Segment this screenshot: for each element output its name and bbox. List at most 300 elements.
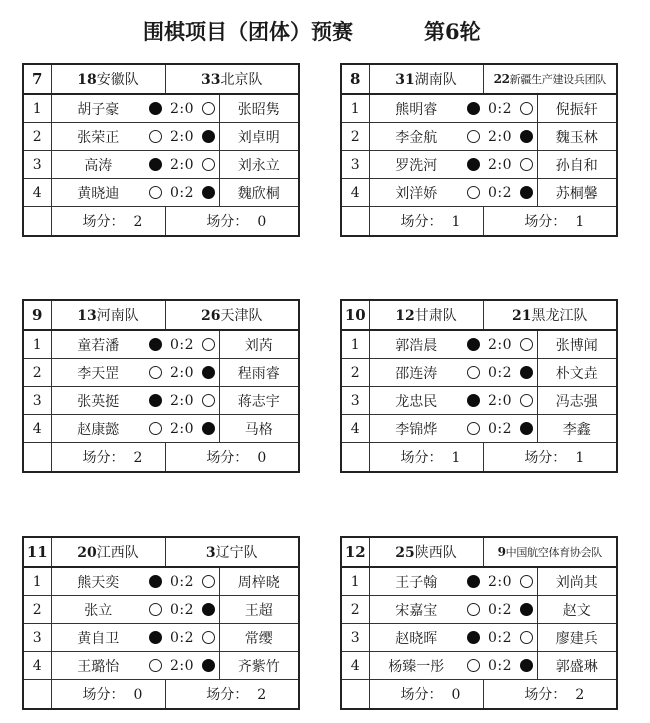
- player1-name: 黄晓迪: [51, 179, 145, 207]
- match-header-row: [23, 537, 299, 567]
- team1-seed: 25: [395, 545, 415, 561]
- team2-points-value: 2: [575, 687, 585, 703]
- team1-points: [369, 207, 483, 237]
- board-score: 2:0: [165, 415, 199, 443]
- player1-stone: [145, 94, 165, 123]
- player1-name: 赵康懿: [51, 415, 145, 443]
- points-label: 场分：: [206, 214, 249, 230]
- team2-points-value: 1: [575, 450, 585, 466]
- board-row: [341, 652, 617, 680]
- team2-points: [165, 207, 299, 237]
- points-label: 场分：: [400, 687, 443, 703]
- player2-name: 魏欣桐: [219, 179, 299, 207]
- team2-name: 新疆生产建设兵团队: [509, 73, 606, 86]
- board-score: 2:0: [483, 387, 517, 415]
- board-number: 2: [23, 123, 51, 151]
- white-stone-icon: [202, 158, 215, 171]
- team2-points-value: 0: [257, 450, 267, 466]
- white-stone-icon: [520, 338, 533, 351]
- white-stone-icon: [467, 186, 480, 199]
- board-row: [23, 652, 299, 680]
- blank-cell: [341, 443, 369, 473]
- player2-name: 齐紫竹: [219, 652, 299, 680]
- player1-stone: [463, 123, 483, 151]
- board-row: [23, 596, 299, 624]
- white-stone-icon: [467, 366, 480, 379]
- player2-stone: [517, 123, 537, 151]
- points-label: 场分：: [82, 214, 125, 230]
- player2-name: 魏玉林: [537, 123, 617, 151]
- team1: [51, 300, 165, 330]
- team2-seed: 3: [205, 545, 216, 561]
- board-number: 3: [341, 624, 369, 652]
- player1-name: 熊天奕: [51, 567, 145, 596]
- player2-stone: [199, 624, 219, 652]
- black-stone-icon: [520, 422, 533, 435]
- player1-stone: [145, 652, 165, 680]
- player1-name: 胡子豪: [51, 94, 145, 123]
- board-score: 0:2: [165, 179, 199, 207]
- team1-name: 安徽队: [96, 72, 139, 88]
- board-row: [23, 624, 299, 652]
- team2-seed: 33: [201, 72, 221, 88]
- board-score: 2:0: [165, 94, 199, 123]
- player1-stone: [145, 624, 165, 652]
- team1-seed: 13: [77, 308, 97, 324]
- player1-name: 王璐怡: [51, 652, 145, 680]
- match-points-row: [23, 680, 299, 710]
- match-header-row: [341, 300, 617, 330]
- team2-seed: 26: [201, 308, 221, 324]
- team2-name: 黑龙江队: [531, 308, 588, 324]
- player1-stone: [145, 179, 165, 207]
- player1-stone: [463, 652, 483, 680]
- black-stone-icon: [202, 659, 215, 672]
- player1-name: 宋嘉宝: [369, 596, 463, 624]
- board-score: 0:2: [165, 567, 199, 596]
- black-stone-icon: [202, 130, 215, 143]
- black-stone-icon: [202, 422, 215, 435]
- board-number: 3: [341, 151, 369, 179]
- player1-stone: [145, 387, 165, 415]
- team1-name: 甘肃队: [414, 308, 457, 324]
- player2-stone: [199, 567, 219, 596]
- team1-seed: 20: [77, 545, 97, 561]
- player1-stone: [145, 359, 165, 387]
- black-stone-icon: [467, 631, 480, 644]
- white-stone-icon: [520, 102, 533, 115]
- team1-points: [369, 680, 483, 710]
- player1-stone: [145, 330, 165, 359]
- black-stone-icon: [520, 603, 533, 616]
- player2-name: 李鑫: [537, 415, 617, 443]
- points-label: 场分：: [206, 450, 249, 466]
- player1-stone: [463, 359, 483, 387]
- player1-name: 张荣正: [51, 123, 145, 151]
- player2-stone: [517, 415, 537, 443]
- team1-points: [51, 680, 165, 710]
- board-number: 3: [23, 624, 51, 652]
- player2-name: 张昭隽: [219, 94, 299, 123]
- team2-points-value: 2: [257, 687, 267, 703]
- white-stone-icon: [520, 158, 533, 171]
- player1-name: 张英挺: [51, 387, 145, 415]
- black-stone-icon: [149, 102, 162, 115]
- white-stone-icon: [467, 422, 480, 435]
- match-table: [340, 299, 618, 473]
- board-number: 3: [23, 151, 51, 179]
- player2-name: 刘尚其: [537, 567, 617, 596]
- match-points-row: [341, 207, 617, 237]
- board-number: 3: [23, 387, 51, 415]
- player2-name: 马格: [219, 415, 299, 443]
- player2-name: 郭盛琳: [537, 652, 617, 680]
- black-stone-icon: [467, 338, 480, 351]
- board-score: 0:2: [483, 359, 517, 387]
- player1-stone: [145, 151, 165, 179]
- board-row: [341, 179, 617, 207]
- team2: [483, 537, 617, 567]
- player2-stone: [517, 387, 537, 415]
- team2-name: 辽宁队: [215, 545, 258, 561]
- player2-name: 王超: [219, 596, 299, 624]
- match-points-row: [23, 207, 299, 237]
- board-score: 0:2: [483, 624, 517, 652]
- match-header-row: [23, 300, 299, 330]
- board-row: [23, 387, 299, 415]
- player1-name: 高涛: [51, 151, 145, 179]
- black-stone-icon: [520, 186, 533, 199]
- match-points-row: [341, 680, 617, 710]
- match-number: 9: [23, 300, 51, 330]
- player2-name: 常缨: [219, 624, 299, 652]
- team1: [369, 537, 483, 567]
- board-row: [23, 179, 299, 207]
- board-number: 1: [341, 94, 369, 123]
- player2-name: 赵文: [537, 596, 617, 624]
- black-stone-icon: [149, 158, 162, 171]
- player2-stone: [199, 652, 219, 680]
- blank-cell: [23, 443, 51, 473]
- team1-points-value: 1: [451, 214, 461, 230]
- player2-stone: [517, 179, 537, 207]
- match-table: [22, 63, 300, 237]
- board-score: 0:2: [165, 330, 199, 359]
- player2-name: 刘永立: [219, 151, 299, 179]
- team2-name: 北京队: [220, 72, 263, 88]
- team1-name: 陕西队: [414, 545, 457, 561]
- player1-stone: [463, 179, 483, 207]
- team1-name: 湖南队: [414, 72, 457, 88]
- player1-name: 童若潘: [51, 330, 145, 359]
- player2-name: 孙自和: [537, 151, 617, 179]
- player2-stone: [517, 567, 537, 596]
- board-score: 0:2: [483, 652, 517, 680]
- player2-stone: [517, 330, 537, 359]
- match-table: [340, 63, 618, 237]
- team1: [51, 537, 165, 567]
- board-number: 2: [23, 359, 51, 387]
- black-stone-icon: [467, 158, 480, 171]
- player2-stone: [517, 624, 537, 652]
- player2-stone: [517, 151, 537, 179]
- team1-points-value: 2: [133, 214, 143, 230]
- board-number: 1: [23, 94, 51, 123]
- board-row: [23, 123, 299, 151]
- match-number: 12: [341, 537, 369, 567]
- match-number: 10: [341, 300, 369, 330]
- team2-points-value: 0: [257, 214, 267, 230]
- player1-name: 刘洋娇: [369, 179, 463, 207]
- black-stone-icon: [149, 394, 162, 407]
- board-row: [341, 359, 617, 387]
- board-score: 0:2: [483, 94, 517, 123]
- player1-stone: [463, 94, 483, 123]
- board-row: [23, 567, 299, 596]
- player2-stone: [199, 415, 219, 443]
- player2-name: 朴文垚: [537, 359, 617, 387]
- team1-points: [51, 443, 165, 473]
- board-row: [341, 94, 617, 123]
- team2: [165, 300, 299, 330]
- player1-stone: [463, 387, 483, 415]
- team2: [165, 537, 299, 567]
- team2-name: 天津队: [220, 308, 263, 324]
- board-number: 2: [341, 359, 369, 387]
- player2-name: 周梓晓: [219, 567, 299, 596]
- points-label: 场分：: [82, 450, 125, 466]
- player2-stone: [517, 596, 537, 624]
- points-label: 场分：: [400, 450, 443, 466]
- team2-seed: 21: [512, 308, 532, 324]
- board-score: 0:2: [165, 596, 199, 624]
- team1-seed: 31: [395, 72, 415, 88]
- board-number: 1: [341, 330, 369, 359]
- player1-name: 黄自卫: [51, 624, 145, 652]
- board-number: 3: [341, 387, 369, 415]
- team2-points: [483, 680, 617, 710]
- match-table: [22, 299, 300, 473]
- player1-stone: [145, 567, 165, 596]
- board-score: 2:0: [165, 387, 199, 415]
- player2-stone: [517, 94, 537, 123]
- white-stone-icon: [149, 186, 162, 199]
- team2-seed: 9: [497, 545, 506, 559]
- board-number: 2: [341, 123, 369, 151]
- team1-name: 河南队: [96, 308, 139, 324]
- player2-stone: [199, 123, 219, 151]
- player2-name: 廖建兵: [537, 624, 617, 652]
- match-points-row: [341, 443, 617, 473]
- team1: [369, 300, 483, 330]
- white-stone-icon: [149, 366, 162, 379]
- board-number: 1: [341, 567, 369, 596]
- points-label: 场分：: [524, 687, 567, 703]
- black-stone-icon: [149, 575, 162, 588]
- points-label: 场分：: [206, 687, 249, 703]
- board-number: 2: [341, 596, 369, 624]
- black-stone-icon: [149, 338, 162, 351]
- board-score: 2:0: [483, 151, 517, 179]
- team2-points: [165, 680, 299, 710]
- white-stone-icon: [520, 394, 533, 407]
- white-stone-icon: [520, 631, 533, 644]
- black-stone-icon: [520, 366, 533, 379]
- player1-name: 赵晓晖: [369, 624, 463, 652]
- team1-points-value: 0: [451, 687, 461, 703]
- board-number: 4: [341, 415, 369, 443]
- white-stone-icon: [202, 394, 215, 407]
- player1-name: 张立: [51, 596, 145, 624]
- board-row: [341, 596, 617, 624]
- team1: [51, 64, 165, 94]
- board-number: 4: [23, 179, 51, 207]
- player2-stone: [199, 151, 219, 179]
- team2-seed: 22: [493, 72, 510, 86]
- player2-stone: [199, 359, 219, 387]
- player1-name: 郭浩晨: [369, 330, 463, 359]
- player1-name: 李金航: [369, 123, 463, 151]
- black-stone-icon: [202, 366, 215, 379]
- board-score: 0:2: [483, 415, 517, 443]
- team1-points: [369, 443, 483, 473]
- board-score: 2:0: [165, 652, 199, 680]
- match-header-row: [23, 64, 299, 94]
- black-stone-icon: [467, 102, 480, 115]
- team1-points: [51, 207, 165, 237]
- player2-name: 倪振轩: [537, 94, 617, 123]
- player2-name: 刘芮: [219, 330, 299, 359]
- player1-stone: [463, 567, 483, 596]
- board-row: [341, 567, 617, 596]
- event-title: 围棋项目（团体）预赛: [143, 19, 353, 44]
- board-row: [341, 387, 617, 415]
- blank-cell: [341, 207, 369, 237]
- board-number: 2: [23, 596, 51, 624]
- team2-points-value: 1: [575, 214, 585, 230]
- team1-name: 江西队: [96, 545, 139, 561]
- board-score: 0:2: [483, 179, 517, 207]
- player1-stone: [145, 596, 165, 624]
- team1: [369, 64, 483, 94]
- board-row: [341, 624, 617, 652]
- player1-name: 熊明睿: [369, 94, 463, 123]
- board-score: 0:2: [483, 596, 517, 624]
- team2-points: [483, 443, 617, 473]
- white-stone-icon: [149, 603, 162, 616]
- player1-stone: [463, 330, 483, 359]
- match-table: [340, 536, 618, 710]
- board-row: [341, 415, 617, 443]
- black-stone-icon: [520, 659, 533, 672]
- points-label: 场分：: [82, 687, 125, 703]
- player2-name: 张博闻: [537, 330, 617, 359]
- player2-stone: [517, 359, 537, 387]
- player2-stone: [199, 94, 219, 123]
- white-stone-icon: [149, 659, 162, 672]
- match-number: 8: [341, 64, 369, 94]
- board-score: 2:0: [165, 123, 199, 151]
- board-row: [341, 151, 617, 179]
- match-number: 7: [23, 64, 51, 94]
- team1-seed: 18: [77, 72, 97, 88]
- player2-stone: [199, 596, 219, 624]
- player2-name: 苏桐馨: [537, 179, 617, 207]
- blank-cell: [341, 680, 369, 710]
- player2-name: 程雨睿: [219, 359, 299, 387]
- board-row: [23, 151, 299, 179]
- player2-stone: [517, 652, 537, 680]
- team1-points-value: 1: [451, 450, 461, 466]
- player2-name: 刘卓明: [219, 123, 299, 151]
- white-stone-icon: [202, 338, 215, 351]
- player1-name: 李锦烨: [369, 415, 463, 443]
- board-row: [341, 330, 617, 359]
- team2-name: 中国航空体育协会队: [505, 546, 602, 559]
- player1-name: 邵连涛: [369, 359, 463, 387]
- white-stone-icon: [202, 102, 215, 115]
- black-stone-icon: [467, 394, 480, 407]
- match-header-row: [341, 537, 617, 567]
- board-number: 1: [23, 330, 51, 359]
- match-points-row: [23, 443, 299, 473]
- white-stone-icon: [520, 575, 533, 588]
- board-row: [23, 415, 299, 443]
- round-label: 第6轮: [424, 19, 481, 44]
- blank-cell: [23, 680, 51, 710]
- board-score: 2:0: [165, 151, 199, 179]
- board-number: 4: [23, 652, 51, 680]
- player2-stone: [199, 387, 219, 415]
- board-row: [23, 330, 299, 359]
- board-row: [341, 123, 617, 151]
- player1-stone: [145, 415, 165, 443]
- board-score: 2:0: [483, 330, 517, 359]
- player1-name: 王子翰: [369, 567, 463, 596]
- player1-stone: [463, 151, 483, 179]
- white-stone-icon: [202, 631, 215, 644]
- board-number: 4: [341, 179, 369, 207]
- board-score: 2:0: [483, 567, 517, 596]
- board-number: 1: [23, 567, 51, 596]
- player2-name: 蒋志宇: [219, 387, 299, 415]
- match-table: [22, 536, 300, 710]
- team1-points-value: 2: [133, 450, 143, 466]
- board-number: 4: [23, 415, 51, 443]
- white-stone-icon: [467, 603, 480, 616]
- match-header-row: [341, 64, 617, 94]
- white-stone-icon: [467, 130, 480, 143]
- board-score: 2:0: [483, 123, 517, 151]
- team2-points: [483, 207, 617, 237]
- player1-stone: [463, 415, 483, 443]
- points-label: 场分：: [524, 214, 567, 230]
- team2: [483, 300, 617, 330]
- black-stone-icon: [202, 603, 215, 616]
- team1-seed: 12: [395, 308, 415, 324]
- team2: [165, 64, 299, 94]
- player2-stone: [199, 179, 219, 207]
- black-stone-icon: [149, 631, 162, 644]
- white-stone-icon: [149, 130, 162, 143]
- page-title: [0, 16, 650, 50]
- board-row: [23, 359, 299, 387]
- blank-cell: [23, 207, 51, 237]
- player2-stone: [199, 330, 219, 359]
- team2-points: [165, 443, 299, 473]
- match-number: 11: [23, 537, 51, 567]
- player1-stone: [145, 123, 165, 151]
